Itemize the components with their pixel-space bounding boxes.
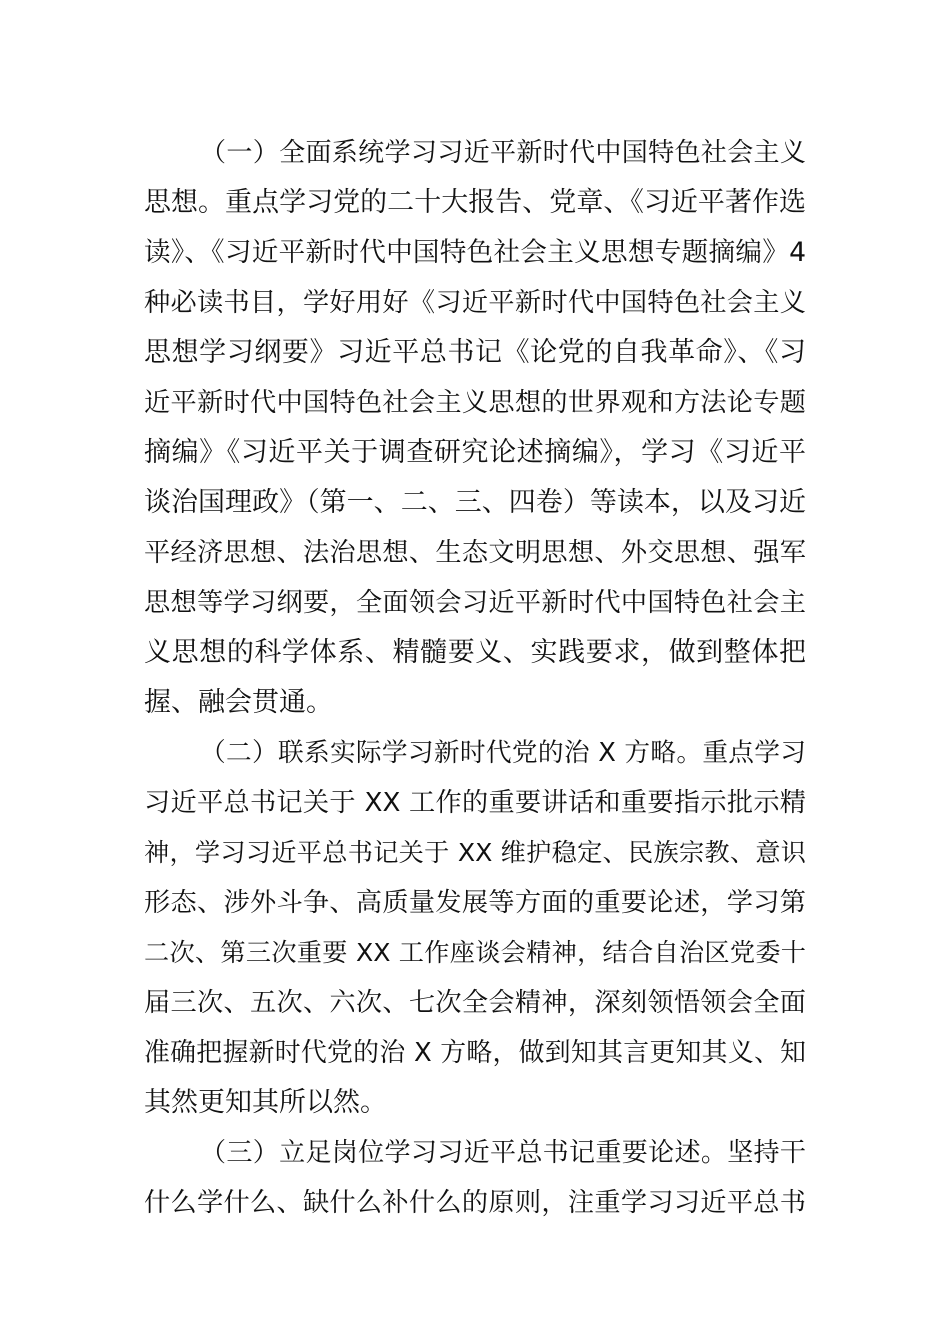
text-line: （二）联系实际学习新时代党的治 X 方略。重点学习	[200, 738, 806, 768]
paragraph-1	[144, 128, 806, 728]
text-line: 准确把握新时代党的治 X 方略，做到知其言更知其义、知	[144, 1038, 806, 1068]
text-line: 届三次、五次、六次、七次全会精神，深刻领悟领会全面	[144, 988, 806, 1018]
text-line: 二次、第三次重要 XX 工作座谈会精神，结合自治区党委十	[144, 938, 806, 967]
text-line: 近平新时代中国特色社会主义思想的世界观和方法论专题	[144, 388, 806, 418]
text-line: 形态、涉外斗争、高质量发展等方面的重要论述，学习第	[144, 888, 806, 918]
text-line: 读》、《习近平新时代中国特色社会主义思想专题摘编》4	[144, 237, 806, 268]
text-line: 其然更知其所以然。	[144, 1087, 387, 1118]
text-line: 思想学习纲要》习近平总书记《论党的自我革命》、《习	[144, 337, 806, 368]
text-line: 思想等学习纲要，全面领会习近平新时代中国特色社会主	[144, 588, 806, 618]
text-line: 神，学习习近平总书记关于 XX 维护稳定、民族宗教、意识	[144, 838, 806, 867]
text-line: 习近平总书记关于 XX 工作的重要讲话和重要指示批示精	[144, 788, 806, 818]
text-line: 谈治国理政》（第一、二、三、四卷）等读本，以及习近	[144, 487, 806, 518]
paragraph-3	[144, 1128, 806, 1228]
text-line: 平经济思想、法治思想、生态文明思想、外交思想、强军	[144, 538, 806, 568]
text-line: 义思想的科学体系、精髓要义、实践要求，做到整体把	[144, 637, 806, 668]
text-line: （一）全面系统学习习近平新时代中国特色社会主义	[200, 138, 806, 168]
text-line: 握、融会贯通。	[144, 687, 333, 718]
text-line: 种必读书目，学好用好《习近平新时代中国特色社会主义	[144, 288, 806, 318]
paragraph-2	[144, 728, 806, 1128]
text-line: 思想。重点学习党的二十大报告、党章、《习近平著作选	[144, 187, 806, 218]
text-line: 摘编》《习近平关于调查研究论述摘编》，学习《习近平	[144, 437, 806, 468]
text-line: 什么学什么、缺什么补什么的原则，注重学习习近平总书	[144, 1188, 806, 1218]
document-body	[144, 128, 806, 1228]
text-line: （三）立足岗位学习习近平总书记重要论述。坚持干	[200, 1138, 806, 1168]
